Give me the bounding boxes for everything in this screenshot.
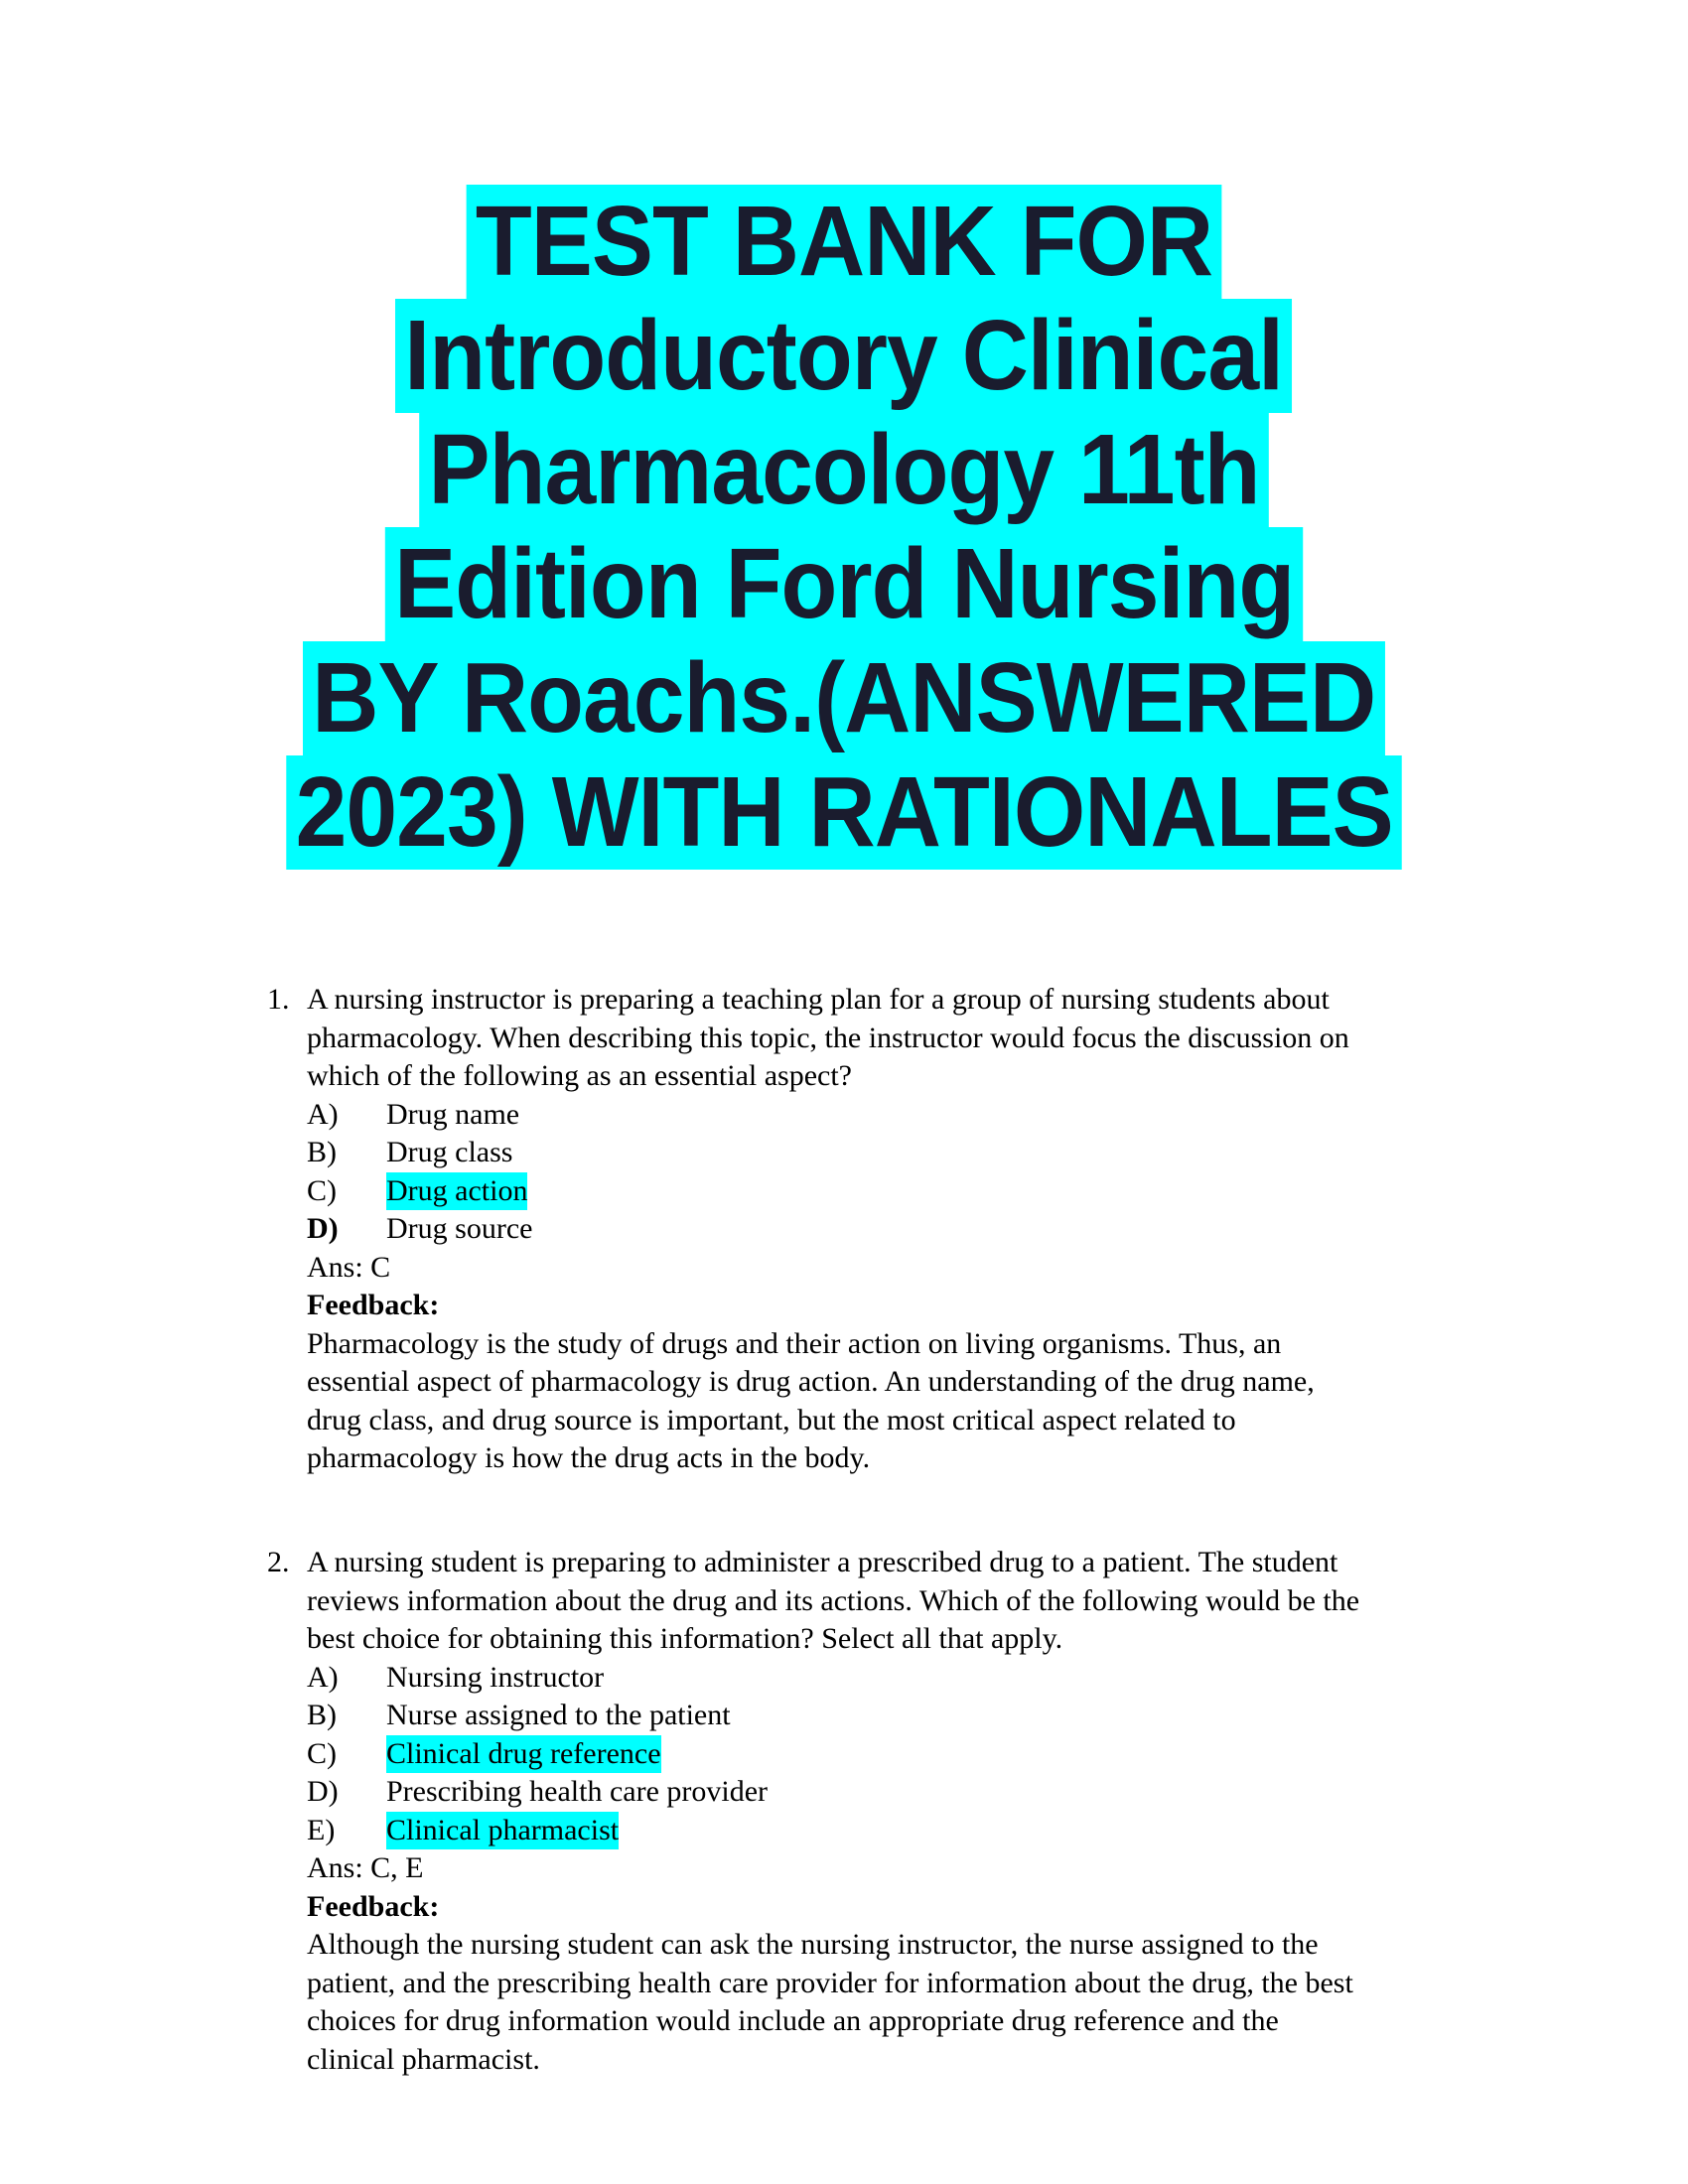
correct-answer-highlight: Clinical drug reference — [386, 1735, 661, 1774]
document-title — [0, 185, 1688, 870]
feedback-text: Pharmacology is the study of drugs and their action on living organisms. Thus, an essential aspect of pharmacology is drug action. An understanding of the drug name, drug class, and drug source is important, but the most critical aspect related to pharmacology is how the drug acts in the body. — [307, 1326, 1315, 1474]
answer-key: Ans: C, E — [307, 1851, 424, 1884]
feedback-label: Feedback: — [307, 1889, 440, 1923]
title-line: TEST BANK FOR — [0, 185, 1688, 299]
answer-key: Ans: C — [307, 1250, 391, 1284]
answer-option-b: B) Drug class — [307, 1136, 513, 1168]
answer-option-a: A) Drug name — [307, 1097, 520, 1131]
answer-option-a: A) Nursing instructor — [307, 1660, 605, 1694]
correct-answer-highlight: Clinical pharmacist — [386, 1812, 619, 1850]
question-number: 1. — [267, 983, 290, 1016]
title-line: Pharmacology 11th — [0, 413, 1688, 527]
feedback-label: Feedback: — [307, 1289, 440, 1321]
question-number: 2. — [267, 1546, 290, 1578]
question-2 — [267, 1544, 1459, 2079]
title-line: Edition Ford Nursing — [0, 527, 1688, 641]
question-stem: A nursing instructor is preparing a teaching plan for a group of nursing students about pharmacology. When describing this topic, the instructor would focus the discussion on which of the following as an essential aspect? — [307, 983, 1349, 1092]
answer-option-d: D) Drug source — [307, 1212, 533, 1245]
question-1 — [267, 981, 1459, 1478]
answer-option-d: D) Prescribing health care provider — [307, 1775, 769, 1808]
answer-option-e: E) Clinical pharmacist — [307, 1812, 1459, 1850]
question-stem: A nursing student is preparing to administer a prescribed drug to a patient. The student reviews information about the drug and its actions. Which of the following would be the best choice for obtaining this information? Select all that apply. — [307, 1546, 1360, 1655]
feedback-text: Although the nursing student can ask the nursing instructor, the nurse assigned to the patient, and the prescribing health care provider for information about the drug, the best choices for drug information would include an appropriate drug reference and the clinical pharmacist. — [307, 1928, 1353, 2076]
answer-option-c: C) Clinical drug reference — [307, 1735, 1459, 1774]
title-line: Introductory Clinical — [0, 299, 1688, 413]
correct-answer-highlight: Drug action — [386, 1172, 527, 1211]
title-line: BY Roachs.(ANSWERED — [0, 641, 1688, 755]
answer-option-b: B) Nurse assigned to the patient — [307, 1699, 731, 1731]
title-line: 2023) WITH RATIONALES — [0, 755, 1688, 870]
answer-option-c: C) Drug action — [307, 1172, 1459, 1211]
